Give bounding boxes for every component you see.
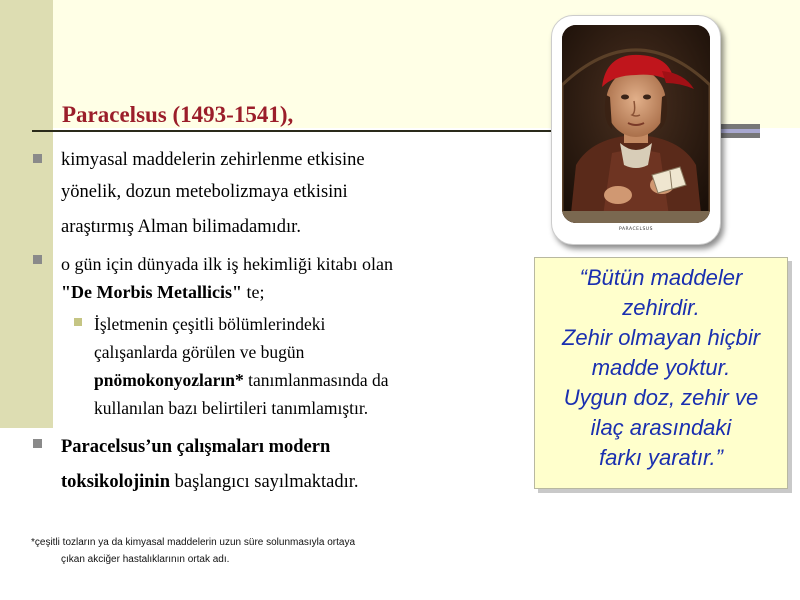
bullet2-line2-suffix: te;	[241, 282, 265, 302]
book-title: "De Morbis Metallicis"	[61, 282, 242, 302]
bullet3-line1-text: Paracelsus’un çalışmaları modern	[61, 437, 331, 457]
footnote-line2: çıkan akciğer hastalıklarının ortak adı.	[61, 554, 230, 565]
portrait-frame	[551, 15, 721, 245]
title-underline	[32, 130, 554, 132]
subbullet-line4: kullanılan bazı belirtileri tanımlamıştır.	[94, 398, 369, 418]
bullet3-line2	[61, 466, 359, 498]
term-pneumoconiosis: pnömokonyozların*	[94, 370, 244, 390]
paracelsus-portrait	[562, 25, 710, 223]
side-decor-band	[0, 0, 53, 428]
quote-line: zehirdir.	[622, 295, 700, 320]
quote-line: Zehir olmayan hiçbir	[561, 325, 761, 350]
subbullet-marker	[74, 318, 82, 326]
portrait-image	[562, 25, 710, 223]
quote-text	[535, 263, 787, 473]
footnote-line1: *çeşitli tozların ya da kimyasal maddelerin uzun süre solunmasıyla ortaya	[31, 537, 356, 548]
bullet2-line1: o gün için dünyada ilk iş hekimliği kitabı olan	[61, 254, 393, 274]
bullet1-line2: yönelik, dozun metebolizmaya etkisini	[61, 182, 348, 202]
portrait-caption: PARACELSUS	[619, 227, 653, 232]
quote-line: ilaç arasındaki	[590, 415, 732, 440]
subbullet-line1: İşletmenin çeşitli bölümlerindeki	[94, 314, 326, 334]
bullet-marker	[33, 154, 42, 163]
slide-title: Paracelsus (1493-1541),	[62, 102, 294, 127]
quote-line: Uygun doz, zehir ve	[563, 385, 759, 410]
subbullet-line3	[94, 366, 389, 395]
bullet1-line3: araştırmış Alman bilimadamıdır.	[61, 217, 301, 237]
subbullet-line2: çalışanlarda görülen ve bugün	[94, 342, 305, 362]
bullet2-line2	[61, 278, 264, 306]
toxicology-term: toksikolojinin	[61, 472, 170, 492]
quote-line: farkı yaratır.”	[599, 445, 723, 470]
quote-line: madde yoktur.	[591, 355, 731, 380]
quote-box	[534, 257, 788, 489]
bullet3-line1	[61, 431, 330, 463]
bullet-marker	[33, 439, 42, 448]
bullet-marker	[33, 255, 42, 264]
quote-line: “Bütün maddeler	[579, 265, 743, 290]
footnote	[31, 534, 355, 568]
subbullet-line3-suffix: tanımlanmasında da	[243, 370, 389, 390]
bullet3-line2-suffix: başlangıcı sayılmaktadır.	[170, 472, 359, 492]
bullet1-line1: kimyasal maddelerin zehirlenme etkisine	[61, 150, 365, 170]
